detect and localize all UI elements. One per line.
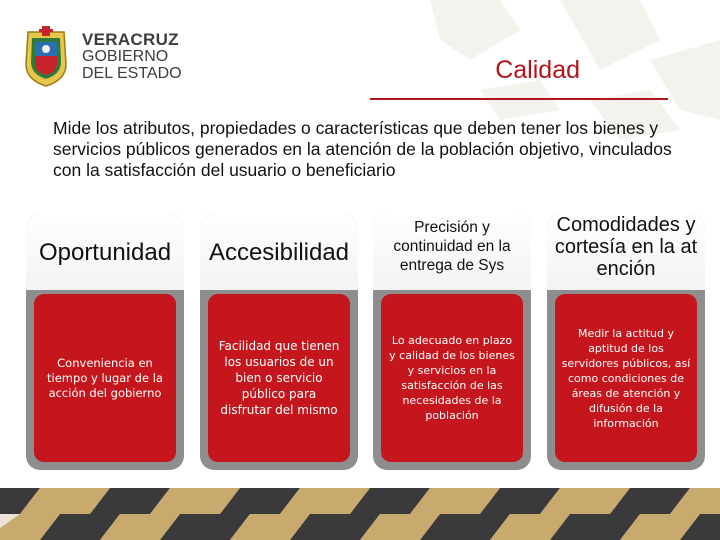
card-heading: Oportunidad (38, 238, 172, 266)
state-seal-icon (20, 24, 72, 88)
card-oportunidad (26, 214, 184, 470)
card-body-text: Medir la actitud y aptitud de los servidores públicos, así como condiciones de áreas de atención y difusión de la información (561, 326, 691, 430)
card-accesibilidad (200, 214, 358, 470)
title-underline (370, 98, 668, 100)
card-heading-box (373, 214, 531, 290)
card-body-text: Lo adecuado en plazo y calidad de los bienes y servicios en la satisfacción de las necesidades de la población (389, 334, 515, 422)
card-heading-box (547, 214, 705, 290)
card-body-box (555, 294, 697, 462)
veracruz-logo (20, 24, 182, 88)
card-comodidades-cortesia (547, 214, 705, 470)
slide-title: Calidad (495, 56, 580, 84)
logo-line-gobierno: GOBIERNO (82, 47, 169, 65)
decorative-bottom-band (0, 488, 720, 540)
logo-line-del-estado: DEL ESTADO (82, 64, 182, 82)
card-body-text: Conveniencia en tiempo y lugar de la acción del gobierno (47, 355, 163, 400)
card-body-box (381, 294, 523, 462)
card-heading-box (200, 214, 358, 290)
card-body-text: Facilidad que tienen los usuarios de un bien o servicio público para disfrutar del mismo (218, 339, 340, 417)
card-heading: Comodidades y cortesía en la atención (554, 214, 698, 280)
logo-line-veracruz: VERACRUZ (82, 29, 179, 49)
card-heading: Accesibilidad (208, 238, 350, 266)
card-body-box (34, 294, 176, 462)
card-body-box (208, 294, 350, 462)
slide-description: Mide los atributos, propiedades o características que deben tener los bienes y servicios públicos generados en la atención de la población objetivo, vinculados con la satisfacción del usuario o beneficiario (53, 118, 672, 180)
card-heading: Precisión y continuidad en la entrega de Sys (393, 219, 511, 274)
card-precision-continuidad (373, 214, 531, 470)
card-heading-box (26, 214, 184, 290)
